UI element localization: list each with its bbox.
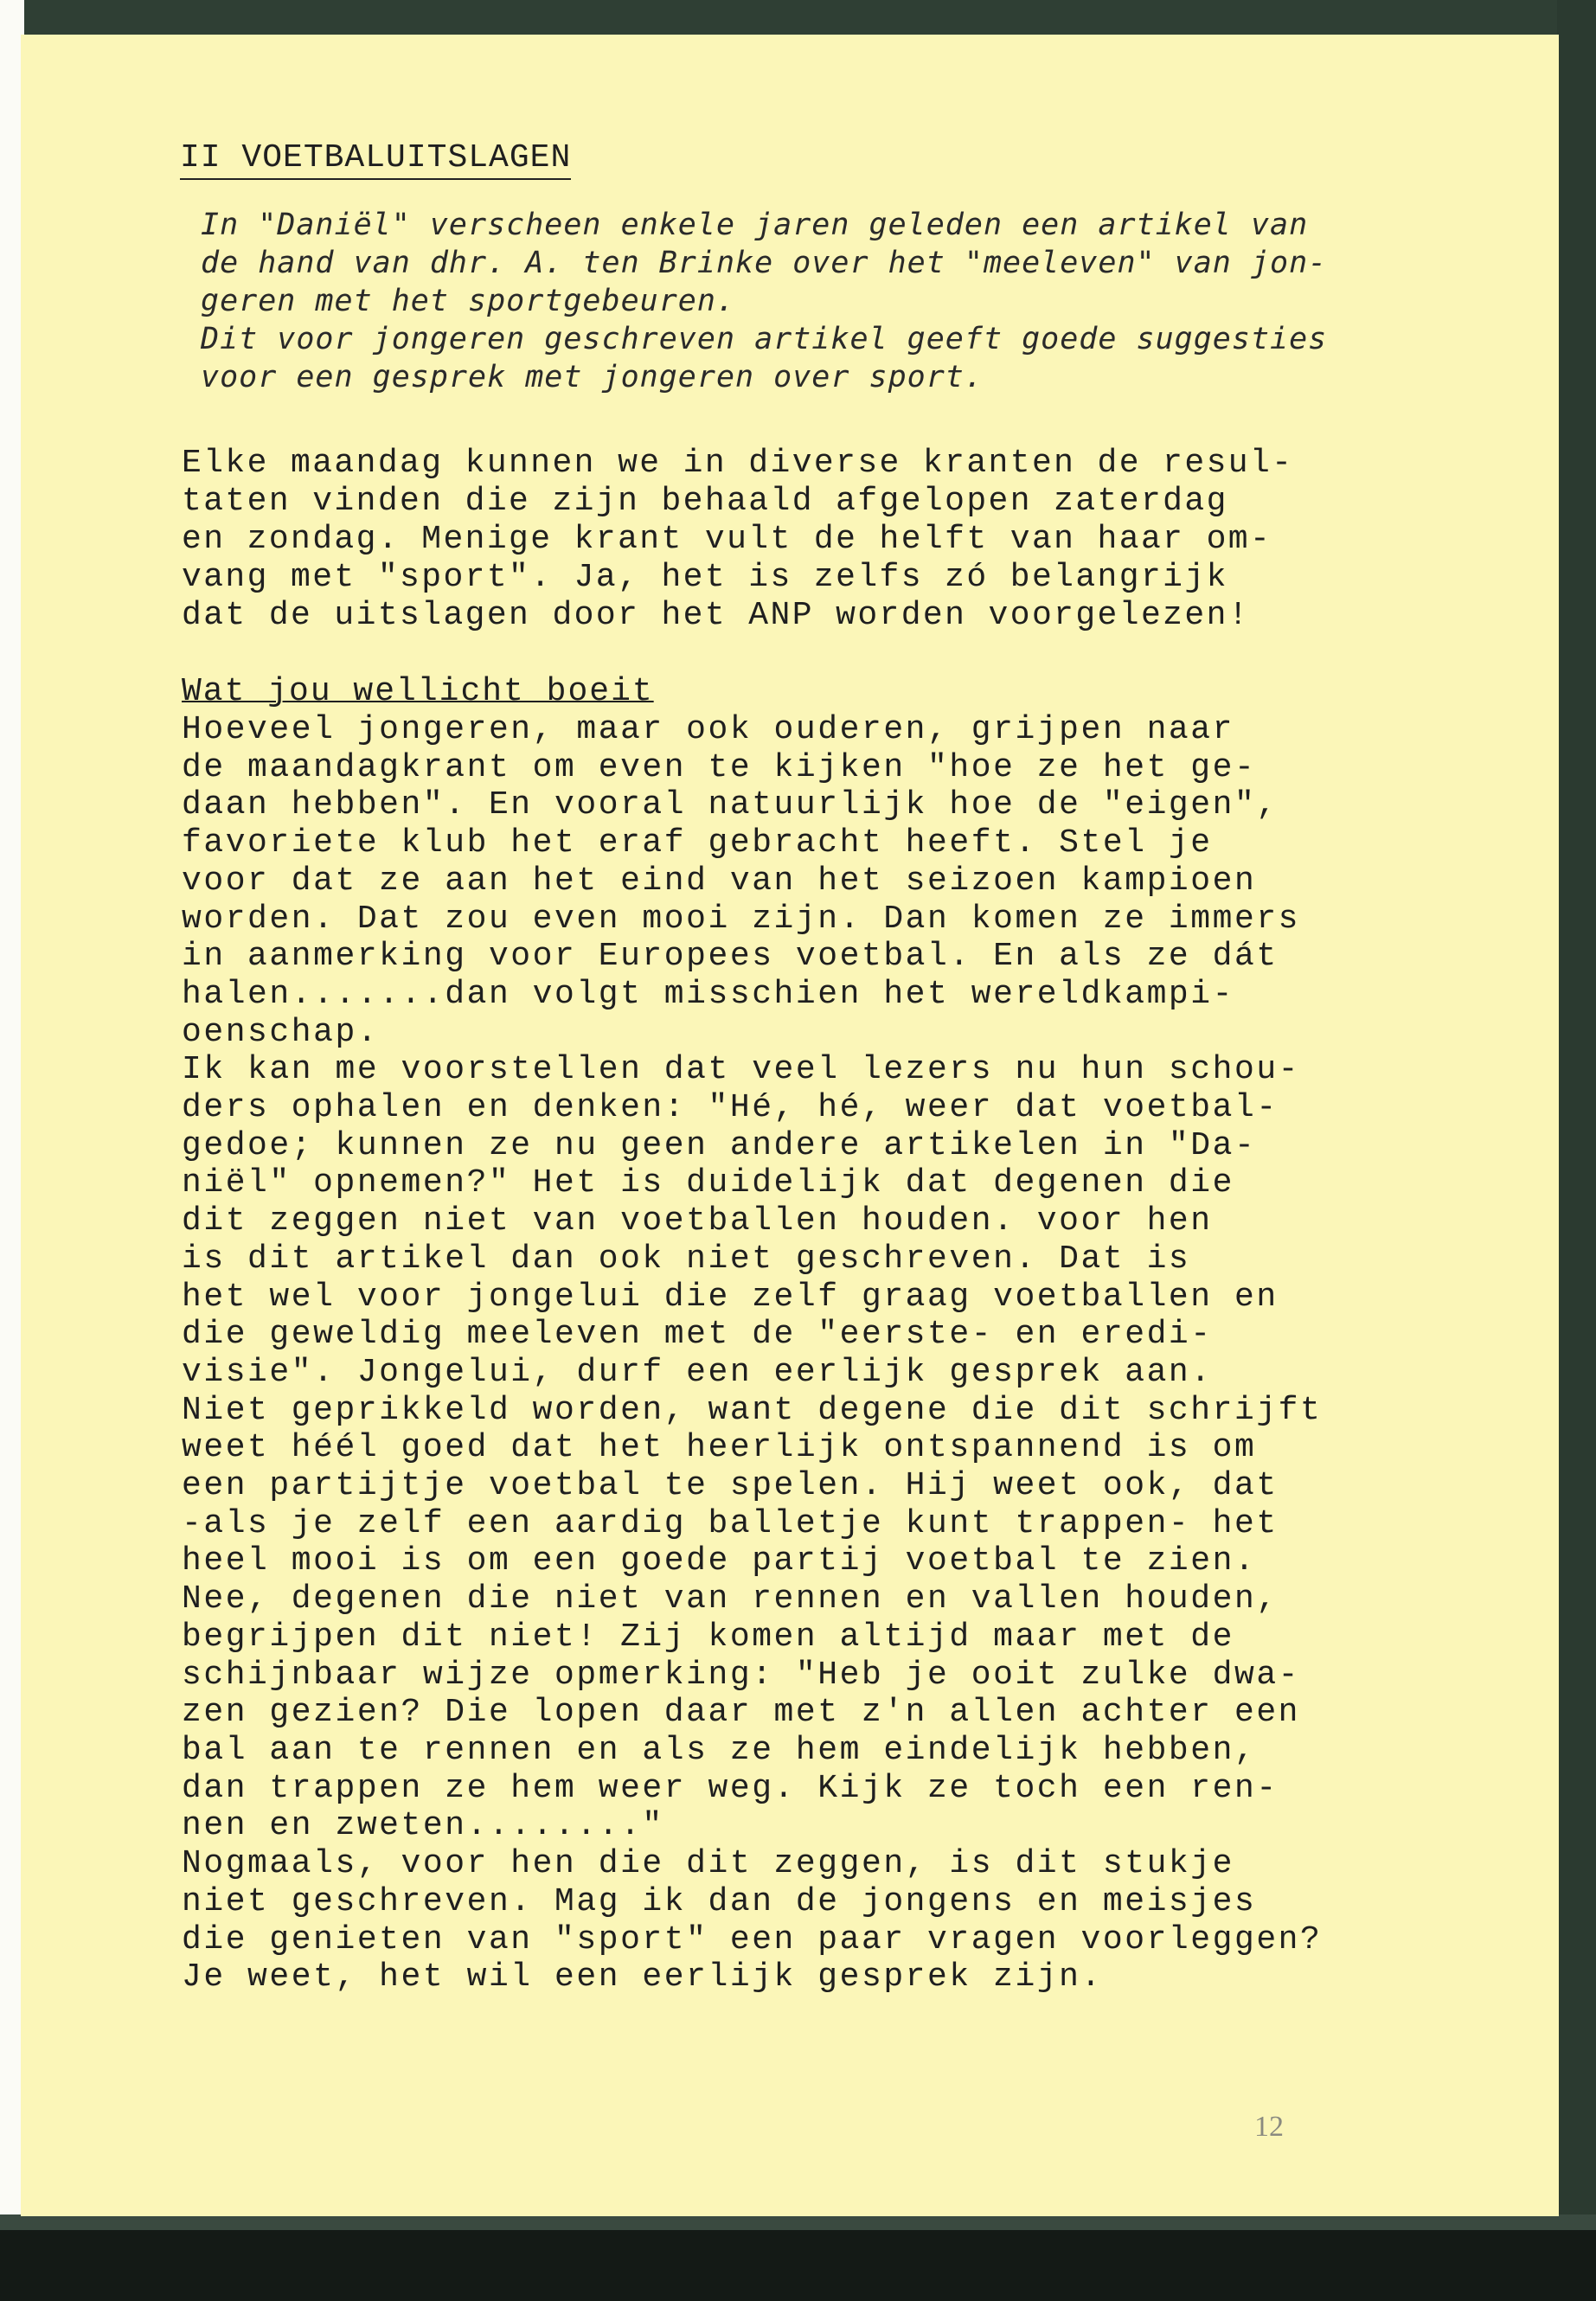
intro-line: voor een gesprek met jongeren over sport. — [201, 360, 984, 394]
text-line: dat de uitslagen door het ANP worden voorgelezen! — [182, 597, 1250, 634]
text-line: in aanmerking voor Europees voetbal. En als ze dát — [182, 938, 1279, 976]
text-line: die geweldig meeleven met de "eerste- en eredi- — [182, 1316, 1213, 1354]
text-line: Hoeveel jongeren, maar ook ouderen, grijpen naar — [182, 711, 1234, 748]
text-line: voor dat ze aan het eind van het seizoen kampioen — [182, 862, 1257, 900]
text-line: daan hebben". En vooral natuurlijk hoe de "eigen", — [182, 786, 1279, 824]
text-line: begrijpen dit niet! Zij komen altijd maar met de — [182, 1618, 1234, 1656]
document-content — [157, 138, 1420, 2040]
text-line: dan trappen ze hem weer weg. Kijk ze toch een ren- — [182, 1769, 1279, 1807]
text-line: weet héél goed dat het heerlijk ontspannend is om — [182, 1429, 1257, 1467]
text-line: Niet geprikkeld worden, want degene die dit schrijft — [182, 1391, 1323, 1429]
text-line: Nee, degenen die niet van rennen en vallen houden, — [182, 1580, 1279, 1618]
text-line: worden. Dat zou even mooi zijn. Dan komen ze immers — [182, 900, 1301, 938]
scan-bottom-edge — [0, 2214, 1596, 2301]
intro-line: geren met het sportgebeuren. — [201, 284, 736, 318]
section-subheading: Wat jou wellicht boeit — [182, 673, 654, 710]
text-line: Elke maandag kunnen we in diverse kranten de resul- — [182, 445, 1294, 482]
text-line: een partijtje voetbal te spelen. Hij weet ook, dat — [182, 1467, 1279, 1505]
paragraph-1 — [182, 445, 1420, 635]
text-line: en zondag. Menige krant vult de helft van haar om- — [182, 521, 1272, 558]
text-line: visie". Jongelui, durf een eerlijk gesprek aan. — [182, 1353, 1213, 1391]
text-line: halen.......dan volgt misschien het wereldkampi- — [182, 975, 1234, 1013]
intro-line: Dit voor jongeren geschreven artikel geeft goede suggesties — [201, 322, 1328, 356]
intro-text — [201, 206, 1420, 396]
text-line: gedoe; kunnen ze nu geen andere artikelen in "Da- — [182, 1126, 1257, 1164]
text-line: niet geschreven. Mag ik dan de jongens en meisjes — [182, 1882, 1257, 1920]
text-line: -als je zelf een aardig balletje kunt trappen- het — [182, 1504, 1279, 1542]
text-line: nen en zweten........" — [182, 1807, 664, 1845]
text-line: heel mooi is om een goede partij voetbal te zien. — [182, 1542, 1257, 1580]
text-line: Je weet, het wil een eerlijk gesprek zijn. — [182, 1958, 1103, 1997]
text-line: vang met "sport". Ja, het is zelfs zó belangrijk — [182, 559, 1228, 596]
scan-binding-edge — [1557, 0, 1596, 2301]
text-line: Ik kan me voorstellen dat veel lezers nu hun schou- — [182, 1051, 1301, 1089]
text-line: het wel voor jongelui die zelf graag voetballen en — [182, 1278, 1279, 1316]
text-line: taten vinden die zijn behaald afgelopen zaterdag — [182, 483, 1228, 520]
text-line: favoriete klub het eraf gebracht heeft. Stel je — [182, 824, 1213, 862]
text-line: schijnbaar wijze opmerking: "Heb je ooit zulke dwa- — [182, 1656, 1301, 1694]
text-line: de maandagkrant om even te kijken "hoe ze het ge- — [182, 748, 1257, 786]
intro-line: de hand van dhr. A. ten Brinke over het "meeleven" van jon- — [201, 246, 1328, 280]
text-line: is dit artikel dan ook niet geschreven. Dat is — [182, 1240, 1191, 1278]
paragraph-2 — [182, 673, 1420, 1997]
text-line: dit zeggen niet van voetballen houden. voor hen — [182, 1202, 1213, 1240]
text-line: bal aan te rennen en als ze hem eindelijk hebben, — [182, 1731, 1257, 1769]
page-number: 12 — [1254, 2111, 1284, 2143]
text-line: oenschap. — [182, 1013, 380, 1051]
text-line: Nogmaals, voor hen die dit zeggen, is dit stukje — [182, 1845, 1234, 1883]
intro-line: In "Daniël" verscheen enkele jaren geleden een artikel van — [201, 208, 1309, 242]
page-title: II VOETBALUITSLAGEN — [180, 138, 571, 180]
text-line: ders ophalen en denken: "Hé, hé, weer dat voetbal- — [182, 1089, 1279, 1127]
text-line: zen gezien? Die lopen daar met z'n allen achter een — [182, 1694, 1301, 1732]
text-line: niël" opnemen?" Het is duidelijk dat degenen die — [182, 1164, 1234, 1202]
scan-top-edge — [24, 0, 1596, 36]
text-line: die genieten van "sport" een paar vragen voorleggen? — [182, 1920, 1323, 1958]
